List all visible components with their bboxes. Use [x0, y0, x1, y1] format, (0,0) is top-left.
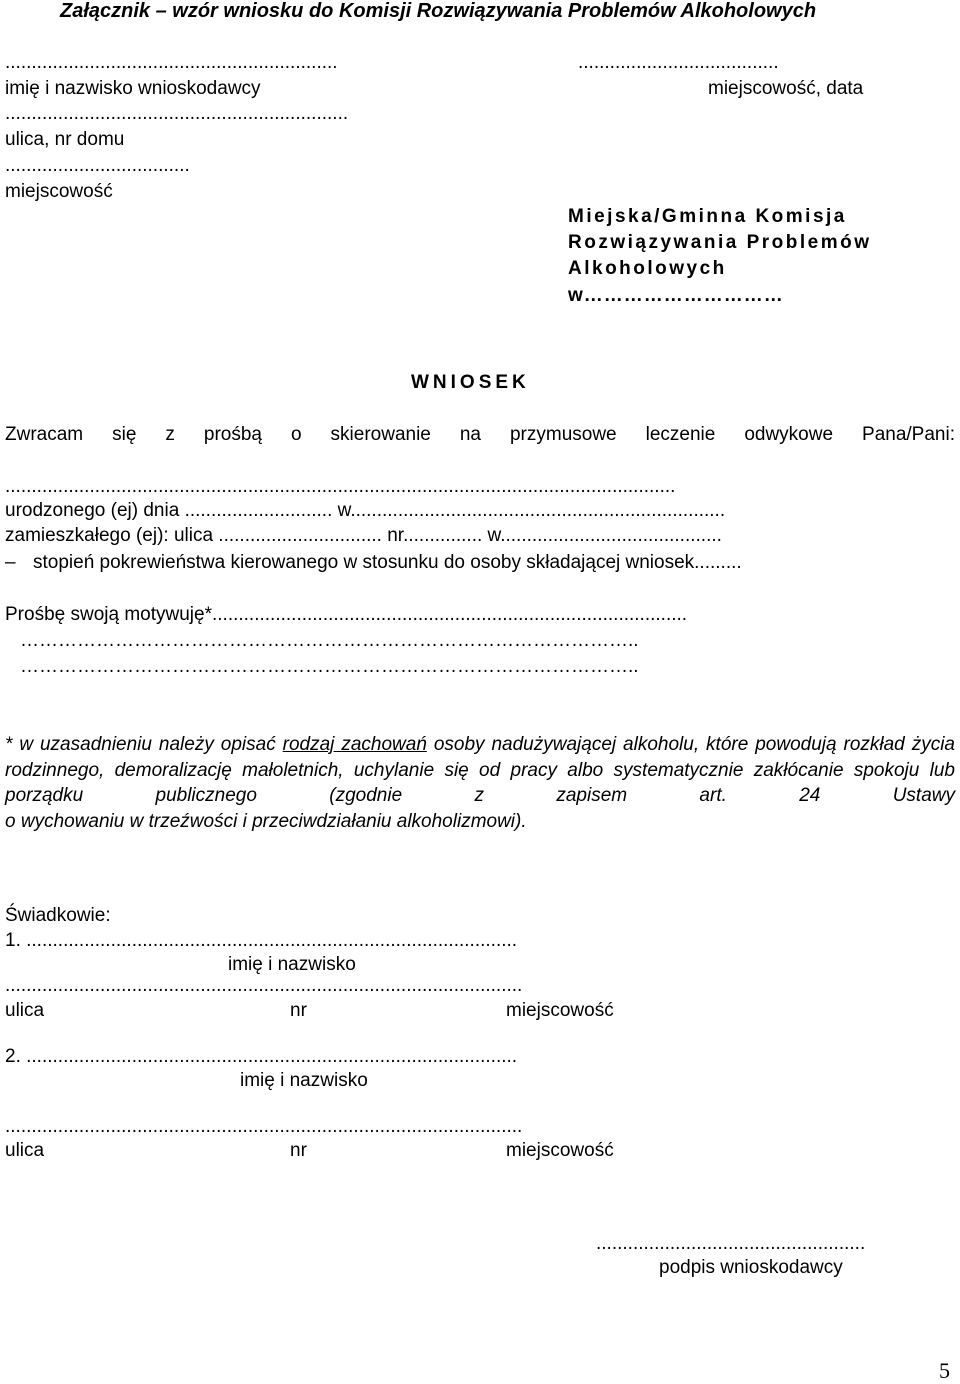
footnote — [5, 732, 955, 834]
witness-2-name-label: imię i nazwisko — [240, 1070, 368, 1091]
witness-2-nr-label: nr — [290, 1140, 307, 1161]
footnote-text-1: * w uzasadnieniu należy opisać — [5, 734, 283, 755]
signature-dots: ................................................... — [596, 1233, 866, 1254]
witness-2-street-label: ulica — [5, 1140, 45, 1161]
motivation-line: Prośbę swoją motywuję*.......................................................................................... — [5, 604, 688, 625]
applicant-name-label: imię i nazwisko wnioskodawcy — [5, 78, 261, 99]
witness-1-nr-label: nr — [290, 1000, 307, 1021]
relation-text: stopień pokrewieństwa kierowanego w stosunku do osoby składającej wniosek......... — [33, 552, 742, 573]
witness-2-address-dots: .................................................................................................. — [5, 1116, 523, 1137]
motivation-dots-2: …………………………………………………………………………………….. — [20, 656, 639, 677]
applicant-street-label: ulica, nr domu — [5, 129, 125, 150]
addressee-line-1: Miejska/Gminna Komisja — [568, 206, 847, 227]
patient-name-dots: ............................................................................................................................... — [5, 476, 676, 497]
form-heading: WNIOSEK — [411, 372, 530, 393]
applicant-city-label: miejscowość — [5, 181, 113, 202]
request-intro: Zwracam się z prośbą o skierowanie na przymusowe leczenie odwykowe Pana/Pani: — [5, 424, 955, 445]
applicant-street-dots: ................................................................. — [5, 103, 349, 124]
witness-1-address-dots: .................................................................................................. — [5, 975, 523, 996]
addressee-line-4: w………………………… — [568, 285, 784, 306]
motivation-dots-1: …………………………………………………………………………………….. — [20, 630, 639, 651]
document-title: Załącznik – wzór wniosku do Komisji Rozwiązywania Problemów Alkoholowych — [60, 0, 817, 22]
relation-dash: – — [5, 552, 16, 573]
relation-line — [5, 552, 742, 574]
witnesses-heading: Świadkowie: — [5, 905, 111, 926]
footnote-body — [5, 732, 955, 809]
place-date-dots: ...................................... — [578, 52, 779, 73]
patient-address-line: zamieszkałego (ej): ulica ............................... nr............... w.......................................... — [5, 525, 722, 546]
patient-birth-line: urodzonego (ej) dnia ............................ w....................................................................... — [5, 500, 726, 521]
witness-2-city-label: miejscowość — [506, 1140, 614, 1161]
applicant-city-dots: ................................... — [5, 155, 190, 176]
witness-2-dots: 2. ............................................................................................. — [5, 1046, 518, 1067]
addressee-line-2: Rozwiązywania Problemów — [568, 232, 872, 253]
witness-1-city-label: miejscowość — [506, 1000, 614, 1021]
signature-label: podpis wnioskodawcy — [659, 1257, 843, 1278]
applicant-name-dots: ............................................................... — [5, 52, 338, 73]
witness-1-dots: 1. ............................................................................................. — [5, 930, 518, 951]
addressee-line-3: Alkoholowych — [568, 258, 727, 279]
witness-1-street-label: ulica — [5, 1000, 45, 1021]
footnote-underlined: rodzaj zachowań — [282, 734, 427, 755]
witness-1-name-label: imię i nazwisko — [228, 954, 356, 975]
footnote-last-line: o wychowaniu w trzeźwości i przeciwdziałaniu alkoholizmowi). — [5, 810, 527, 832]
place-date-label: miejscowość, data — [708, 78, 864, 99]
footnote-text-2: osoby nadużywającej alkoholu, które powodują rozkład życia rodzinnego, demoralizację małoletnich, uchylanie się od pracy albo systematycznie zakłócanie spokoju lub porządku publicznego (zgodnie z zapisem art. 24 Ustawy — [5, 734, 955, 806]
page-number: 5 — [939, 1358, 950, 1383]
